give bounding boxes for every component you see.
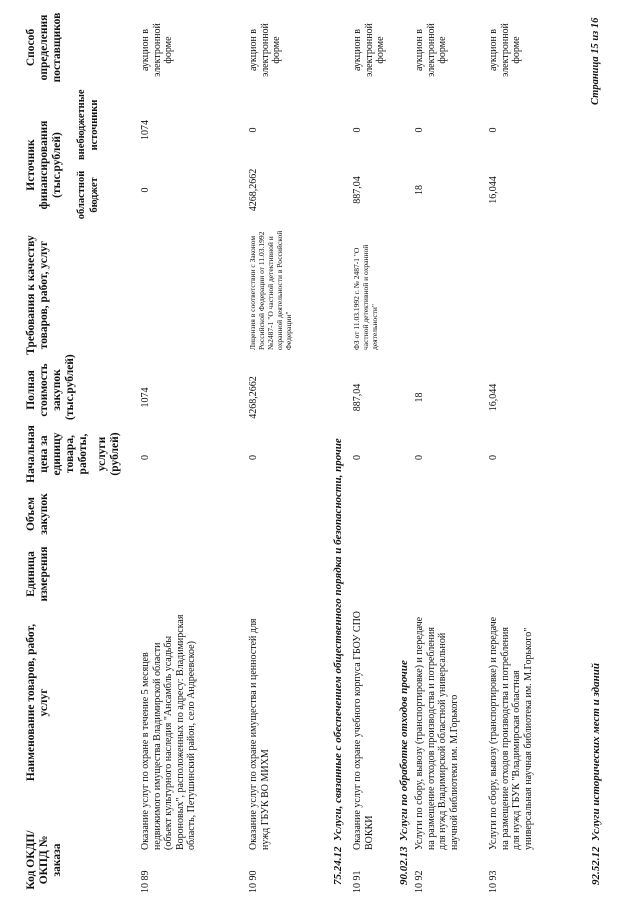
row-name: Оказание услуг по охране учебного корпуса ГБОУ СПО ВОККИ xyxy=(352,610,375,850)
row-code: 10 93 xyxy=(488,870,499,893)
row-code: 10 92 xyxy=(414,870,425,893)
row-regional: 887,04 xyxy=(352,176,363,204)
header-start-price-text: Начальная цена за единицу товара, работы, xyxy=(25,425,89,483)
section-title: Услуги исторических мест и зданий xyxy=(590,663,602,841)
row-method: аукцион в электронной форме xyxy=(414,23,448,77)
row-full-cost: 887,04 xyxy=(352,383,363,412)
row-requirements: ФЗ от 11.03.1992 г. № 2487-1 "О частной детективной и охранной деятельности" xyxy=(352,244,379,350)
row-code: 10 91 xyxy=(352,870,363,893)
header-funding-regional: областной бюджет xyxy=(76,170,100,220)
row-name: Услуги по сбору, вывозу (транспортировке) и передаче на размещение отходов производства и потребления для нужд Владимирской областной универсальной научной библиотеки им. М.Горького xyxy=(414,616,460,850)
section-code: 90.02.13 xyxy=(398,846,410,885)
row-full-cost: 4268,2662 xyxy=(248,376,259,419)
row-start-price: 0 xyxy=(488,455,499,460)
header-requirements-2: Требования к качеству товаров, работ, услуг xyxy=(25,230,51,360)
row-name: Оказание услуг по охране имущества и ценностей для нужд ГБУК ВО МИХМ xyxy=(248,618,271,850)
row-name: Оказание услуг по охране в течение 5 месяцев недвижимого имущества Владимирской области (объект культурного наследия "Ансамбль усадьбы Вороновых", расположенных по адресу: Владимирская область, Петушинский район, село Андреевское) xyxy=(140,614,197,850)
header-start-price-units: услуги (рублей) xyxy=(96,432,121,476)
section-title: Услуги по обработке отходов прочие xyxy=(398,660,410,841)
header-funding-extra: внебюджетные источники xyxy=(76,89,100,160)
row-regional: 16,044 xyxy=(488,176,499,204)
section-code: 92.52.12 xyxy=(590,846,602,885)
header-unit: Единица измерения xyxy=(25,546,50,602)
header-full-cost: Полная стоимость закупок (тыс.рублей) xyxy=(25,354,76,420)
row-method: аукцион в электронной форме xyxy=(352,23,386,77)
header-funding: Источник финансирования (тыс.рублей) xyxy=(25,105,64,225)
row-regional: 0 xyxy=(140,187,151,193)
row-method: аукцион в электронной форме xyxy=(488,23,522,77)
row-start-price: 0 xyxy=(352,455,363,460)
row-full-cost: 16,044 xyxy=(488,383,499,412)
header-method: Способ определения поставщиков xyxy=(25,5,64,90)
row-start-price: 0 xyxy=(140,455,151,460)
row-extra: 0 xyxy=(414,127,425,133)
row-extra: 0 xyxy=(488,127,499,133)
row-start-price: 0 xyxy=(414,455,425,460)
row-start-price: 0 xyxy=(248,455,259,460)
row-extra: 0 xyxy=(352,127,363,133)
section-code: 75.24.12 xyxy=(332,846,344,885)
row-regional: 18 xyxy=(414,185,425,195)
header-name: Наименование товаров, работ, услуг xyxy=(25,623,50,782)
header-volume: Объем закупок xyxy=(25,493,50,535)
row-code: 10 89 xyxy=(140,870,151,893)
header-code: Код ОКДП/ ОКПД № заказа xyxy=(25,830,63,890)
row-method: аукцион в электронной форме xyxy=(140,23,174,77)
row-regional: 4268,2662 xyxy=(248,168,259,212)
row-name: Услуги по сбору, вывозу (транспортировке) и передаче на размещение отходов производства и потребления для нужд ГБУК "Владимирская областная универсальная научная библиотека им. М.Горького" xyxy=(488,616,534,850)
row-full-cost: 18 xyxy=(414,392,425,403)
page-number: Страница 15 из 16 xyxy=(590,17,601,105)
row-full-cost: 1074 xyxy=(140,387,151,408)
row-requirements: Лицензия в соответствии с Законом Российской Федерации от 11.03.1992 №2487-1 "О частной детективной и охранной деятельности в Российской Федерации" xyxy=(248,230,293,350)
row-extra: 1074 xyxy=(140,120,151,140)
section-title: Услуги, связанные с обеспечением общественного порядка и безопасности, прочие xyxy=(332,438,344,841)
row-extra: 0 xyxy=(248,127,259,133)
row-method: аукцион в электронной форме xyxy=(248,23,282,77)
row-code: 10 90 xyxy=(248,870,259,893)
